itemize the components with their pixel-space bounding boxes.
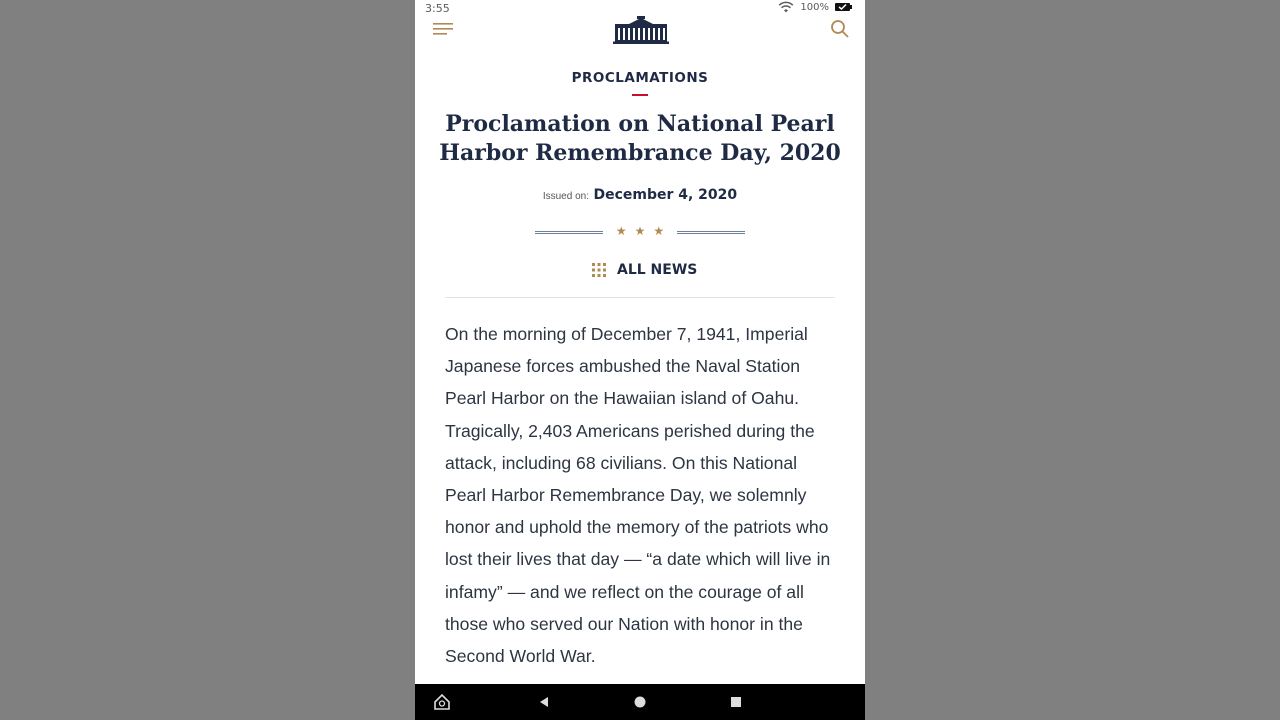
all-news-link[interactable] [591,258,697,282]
search-icon [829,18,851,40]
issued-label: Issued on: [542,191,589,202]
battery-icon [835,2,853,12]
home-button[interactable] [630,692,650,712]
content-divider [445,297,835,298]
white-house-logo[interactable] [613,16,669,44]
all-news-label: ALL NEWS [617,262,698,278]
article-body: On the morning of December 7, 1941, Imperial Japanese forces ambushed the Naval Station Pearl Harbor on the Hawaiian island of Oahu. Tragically, 2,403 Americans perished during the attack, including 68 civilians. On this National Pearl Harbor Remembrance Day, we solemnly honor and uphold the memory of the patriots who lost their lives that day — “a date which will live in infamy” — and we reflect on the courage of all those who served our Nation with honor in the Second World War. [445,324,831,667]
issued-date: December 4, 2020 [593,187,738,203]
hamburger-menu-icon [431,18,455,40]
back-button[interactable] [534,692,554,712]
stars-icon: ★★★ [615,224,673,238]
home-assistant-button[interactable] [432,692,452,712]
section-underline [632,94,648,96]
search-button[interactable] [829,18,851,40]
back-icon [534,692,554,712]
grid-icon [591,262,607,278]
wifi-icon [778,1,794,13]
article-title: Proclamation on National Pearl Harbor Remembrance Day, 2020 [439,111,841,166]
home-assistant-icon [432,692,452,712]
stars-divider [535,224,745,242]
menu-button[interactable] [431,18,455,40]
recents-icon [726,692,746,712]
status-time: 3:55 [425,2,450,15]
divider-line-left [535,231,603,234]
divider-line-right [677,231,745,234]
phone-screen [415,0,865,720]
issued-date-line [415,186,865,204]
section-label[interactable]: PROCLAMATIONS [571,70,709,86]
system-nav-bar [415,684,865,720]
status-indicators [778,1,853,13]
app-bar [415,14,865,46]
battery-percentage: 100% [800,1,829,13]
home-icon [630,692,650,712]
recents-button[interactable] [726,692,746,712]
